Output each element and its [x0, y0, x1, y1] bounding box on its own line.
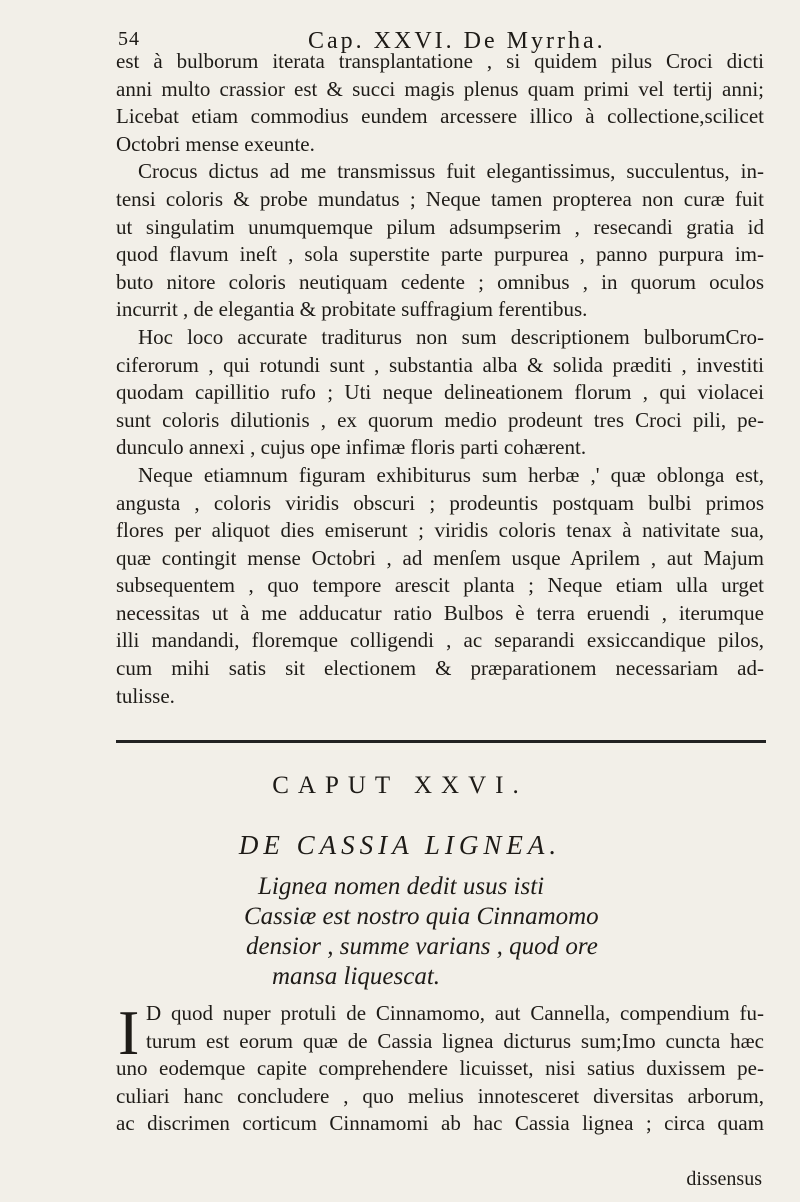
text-line: quod flavum ineſt , sola superstite parte purpurea , panno purpura im-: [116, 242, 764, 267]
text-line: quæ contingit mense Octobri , ad menſem usque Aprilem , aut Majum: [116, 545, 764, 570]
final-paragraph-continued: [116, 1055, 764, 1138]
text-line: incurrit , de elegantia & probitate suffragium ferentibus.: [116, 297, 588, 322]
running-head-title: Cap. XXVI. De Myrrha.: [308, 28, 606, 54]
page-number: 54: [118, 28, 140, 50]
text-line: buto nitore coloris neutiquam cedente ; omnibus , in quorum oculos: [116, 269, 764, 294]
text-line: dunculo annexi , cujus ope infimæ floris parti cohærent.: [116, 435, 587, 460]
text-line: subsequentem , quo tempore arescit planta ; Neque etiam ulla urget: [116, 573, 764, 598]
text-line: turum est eorum quæ de Cassia lignea dicturus sum;Imo cuncta hæc: [146, 1028, 764, 1053]
section-divider: [116, 740, 766, 743]
text-line: ciferorum , qui rotundi sunt , substantia alba & solida præditi , investiti: [116, 352, 764, 377]
summary-line: Lignea nomen dedit usus isti: [258, 873, 545, 900]
text-line: illi mandandi, floremque colligendi , ac separandi exsiccandique pilos,: [116, 628, 764, 653]
text-line: Hoc loco accurate traditurus non sum descriptionem bulborumCro-: [138, 324, 764, 349]
text-line: quodam capillitio rufo ; Uti neque delineationem florum , qui violacei: [116, 380, 764, 405]
summary-line: densior , summe varians , quod ore: [246, 933, 598, 960]
text-line: angusta , coloris viridis obscuri ; prodeuntis postquam bulbi primos: [116, 490, 764, 515]
text-line: tulisse.: [116, 683, 175, 708]
summary-line: Cassiæ est nostro quia Cinnamomo: [244, 903, 599, 930]
text-line: necessitas ut à me adducatur ratio Bulbos è terra eruendi , iterumque: [116, 600, 764, 625]
text-line: uno eodemque capite comprehendere licuisset, nisi satius duxissem pe-: [116, 1056, 764, 1080]
text-line: ut singulatim unumquemque pilum adsumpserim , resecandi gratia id: [116, 214, 764, 239]
text-line: Crocus dictus ad me transmissus fuit elegantissimus, succulentus, in-: [138, 159, 764, 184]
chapter-title: DE CASSIA LIGNEA.: [238, 830, 562, 860]
text-line: flores per aliquot dies emiserunt ; viridis coloris tenax à nativitate sua,: [116, 518, 764, 543]
text-line: D quod nuper protuli de Cinnamomo, aut Cannella, compendium fu-: [146, 1001, 764, 1025]
text-line: est à bulborum iterata transplantatione , si quidem pilus Croci dicti: [116, 49, 764, 73]
drop-cap: I: [118, 997, 140, 1068]
catchword: dissensus: [686, 1168, 762, 1190]
text-line: culiari hanc concludere , quo melius innotesceret diversitas arborum,: [116, 1083, 764, 1108]
text-line: tensi coloris & probe mundatus ; Neque tamen propterea non curæ fuit: [116, 186, 764, 211]
text-line: ac discrimen corticum Cinnamomi ab hac Cassia lignea ; circa quam: [116, 1111, 764, 1136]
text-line: anni multo crassior est & succi magis plenus quam primi vel tertij anni;: [116, 76, 764, 101]
text-line: sunt coloris dilutionis , ex quorum medio prodeunt tres Croci pili, pe-: [116, 407, 764, 432]
text-line: Octobri mense exeunte.: [116, 131, 315, 156]
chapter-number: CAPUT XXVI.: [272, 772, 528, 799]
text-line: cum mihi satis sit electionem & præparationem necessariam ad-: [116, 656, 764, 681]
text-line: Licebat etiam commodius eundem arcessere illico à collectione,scilicet: [116, 104, 764, 129]
final-paragraph: [146, 1000, 764, 1055]
chapter-summary: [0, 872, 800, 992]
summary-line: mansa liquescat.: [272, 963, 441, 990]
main-text: [116, 48, 764, 710]
text-line: Neque etiamnum figuram exhibiturus sum herbæ ,' quæ oblonga est,: [138, 462, 764, 487]
